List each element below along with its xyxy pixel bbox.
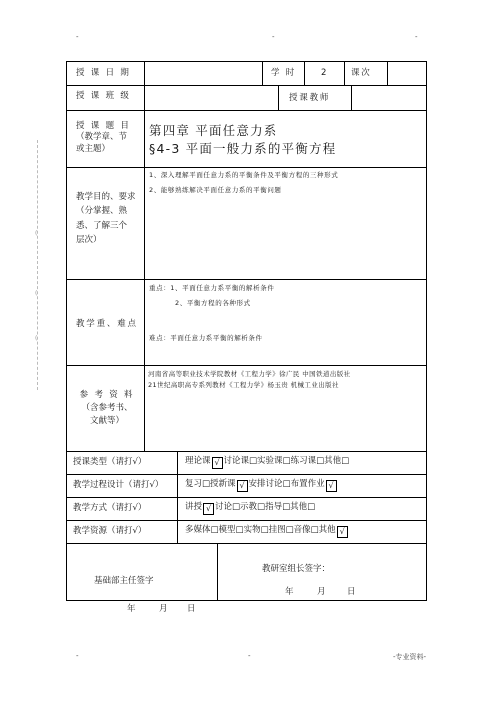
topic-label: 授 课 题 目 （教学章、节 或主题） <box>76 121 131 154</box>
lesson-number-label: 课次 <box>351 68 372 78</box>
col-divider <box>217 543 218 601</box>
hours-label: 学 时 <box>271 68 297 78</box>
goals-label: 教学目的、要求 （分掌握、熟 悉、了解三个 层次） <box>76 192 136 246</box>
footer-mark-right: -专业资料- <box>393 653 427 661</box>
goals-value: 1、深入理解平面任意力系的平衡条件及平衡方程的三种形式 2、能够熟练解决平面任意力系的平衡问题 <box>149 171 339 194</box>
resources-options: 多媒体□模型□实物□挂图□音像□其他 √ <box>185 524 349 536</box>
binding-line <box>37 140 38 390</box>
lesson-plan-table <box>66 61 427 614</box>
row-divider <box>67 365 426 366</box>
dept-head-signature-label: 基础部主任签字 <box>94 576 154 586</box>
checked-box[interactable]: √ <box>237 480 248 492</box>
references-value: 河南省高等职业技术学院教材《工程力学》徐广民 中国铁道出版社 21世纪高职高专系列教材《工程力学》杨玉贵 机械工业出版社 <box>148 370 351 390</box>
row-divider <box>67 497 426 498</box>
row-divider <box>67 520 426 521</box>
col-divider <box>304 62 305 85</box>
date-label: 授 课 日 期 <box>76 68 131 78</box>
difficulty-value: 难点：平面任意力系平衡的解析条件 <box>149 334 263 342</box>
header-mark-left: - <box>76 33 79 41</box>
col-divider <box>278 85 279 110</box>
group-leader-signature-label: 教研室组长签字： <box>262 564 331 574</box>
key-points-label: 教学重、难点 <box>76 319 138 329</box>
teaching-method-options: 讲授 √ 讨论□示教□指导□其他□ <box>185 502 316 513</box>
teacher-label: 授课教师 <box>289 93 331 103</box>
references-label: 参 考 资 料 （含参考书、 文献等） <box>79 390 135 427</box>
col-divider <box>262 62 263 85</box>
header-mark-center: - <box>272 33 275 41</box>
key-points-value: 重点：1、平面任意力系平衡的解析条件 2、平衡方程的各种形式 <box>149 284 275 307</box>
process-design-options: 复习□授新课 √ 安排讨论□布置作业 √ <box>185 478 338 490</box>
lesson-type-label: 授课类型（请打√） <box>73 457 147 467</box>
col-divider <box>387 62 388 85</box>
checked-box[interactable]: √ <box>326 480 337 492</box>
process-design-label: 教学过程设计（请打√） <box>73 480 164 490</box>
hours-value: 2 <box>321 68 327 78</box>
checked-box[interactable]: √ <box>203 503 214 515</box>
row-divider <box>67 451 426 452</box>
binding-mark: ( <box>35 290 38 297</box>
binding-mark: ( <box>35 230 38 237</box>
row-divider <box>67 543 426 544</box>
header-mark-right: - <box>415 33 418 41</box>
row-divider <box>67 85 426 86</box>
class-label: 授 课 班 级 <box>76 91 131 101</box>
lesson-type-options: 理论课 √ 讨论课□实验课□练习课□其他□ <box>185 456 350 467</box>
col-divider <box>351 85 352 110</box>
row-divider <box>67 279 426 280</box>
topic-value: 第四章 平面任意力系 §4-3 平面一般力系的平衡方程 <box>149 123 337 157</box>
date-month: 月 <box>317 587 326 597</box>
row-divider <box>67 474 426 475</box>
col-divider <box>344 62 345 85</box>
col-divider <box>177 451 178 543</box>
row-divider <box>67 110 426 111</box>
date-year: 年 <box>285 587 294 597</box>
col-divider <box>144 62 145 451</box>
date-month: 月 <box>159 604 168 614</box>
checked-box[interactable]: √ <box>337 526 348 538</box>
checked-box[interactable]: √ <box>212 457 223 469</box>
resources-label: 教学资源（请打√） <box>73 526 147 536</box>
binding-mark: ( <box>35 335 38 342</box>
footer-mark-left: - <box>76 652 79 660</box>
date-year: 年 <box>127 604 136 614</box>
teaching-method-label: 教学方式（请打√） <box>73 503 147 513</box>
date-day: 日 <box>347 587 356 597</box>
date-day: 日 <box>187 604 196 614</box>
footer-mark-center: - <box>248 652 251 660</box>
